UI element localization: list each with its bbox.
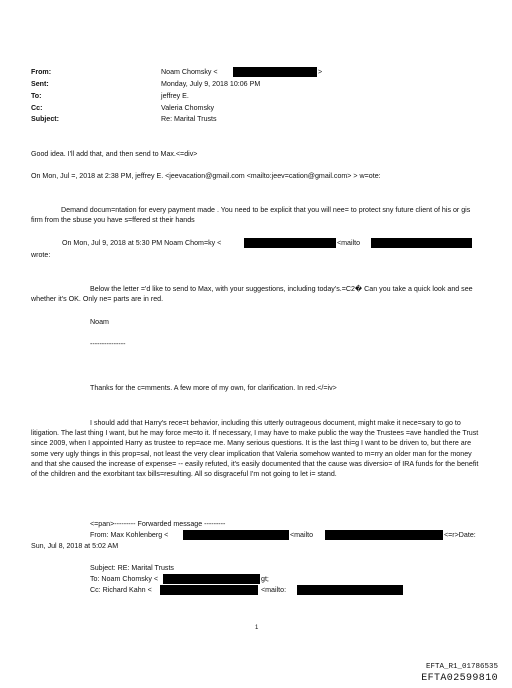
redaction-block (297, 585, 403, 595)
redaction-block (325, 530, 443, 540)
reply-line: Good idea. I'll add that, and then send to Max.<=div> (31, 150, 198, 158)
subject-label: Subject: (31, 115, 59, 123)
cc-value: Valeria Chomsky (161, 104, 215, 112)
forwarded-cc: Cc: Richard Kahn < (90, 586, 152, 594)
signature-noam: Noam (90, 318, 109, 326)
wrote-text: wrote: (31, 251, 51, 259)
mailto-text: <mailto (337, 239, 361, 247)
dash-separator: --------------- (90, 340, 126, 348)
from-tail: > (318, 68, 323, 76)
to-label: To: (31, 92, 42, 100)
letter-paragraph: Below the letter ='d like to send to Max, with your suggestions, including today's.=C2� Can you take a quick look and see whether it's OK. Only ne= parts are in red. (31, 285, 473, 304)
sent-value: Monday, July 9, 2018 10:06 PM (161, 80, 261, 88)
redaction-block (233, 67, 317, 77)
forwarded-divider: <=pan>--------- Forwarded message --------- (90, 520, 226, 528)
forwarded-date-tail: <=r>Date: (444, 531, 476, 539)
quoted-header-line: On Mon, Jul =, 2018 at 2:38 PM, jeffrey E. <jeevacation@gmail.com <mailto:jeev=cation@gmail.com> > w=ote: (31, 172, 381, 180)
litigation-paragraph: I should add that Harry's rece=t behavior, including this utterly outrageous document, might make it nece=sary to go to litigation. The last thing I want, but he may force me=to it. If necessary, I may have to make public the way the Trustees =ave handled the Trust since 2009, when I appointed Harry as trustee to rep=ace me. Many serious questions. It is the last thi=g I want to be driven to, but there are some very ugly things in this prop=sal, not least the very clear implication that Valeria somehow wanted to m=rry an older man for the money and that she caused the increase of expense= -- easily refuted, it's easily documented that the cause was diversio= of IRA funds for the benefit of the children and the exorbitant tax bills=resulting. All so disgraceful I'm not going to let i= stand. (31, 419, 479, 479)
forwarded-mailto: <mailto (290, 531, 314, 539)
redaction-block (244, 238, 336, 248)
to-value: jeffrey E. (161, 92, 189, 100)
forwarded-subject: Subject: RE: Marital Trusts (90, 564, 174, 572)
from-label: From: (31, 68, 52, 76)
page-number: 1 (255, 625, 259, 631)
forwarded-date: Sun, Jul 8, 2018 at 5:02 AM (31, 542, 119, 550)
forwarded-from: From: Max Kohlenberg < (90, 531, 169, 539)
footer-ref-2: EFTA02599810 (421, 673, 498, 684)
demand-paragraph: Demand docum=ntation for every payment made . You need to be explicit that you will nee= to protect sny future client of his or gis firm from the sbuse you have s=ffered st their hands (31, 206, 471, 225)
redaction-block (183, 530, 289, 540)
footer-ref-1: EFTA_R1_01786535 (425, 663, 498, 671)
redaction-block (163, 574, 260, 584)
forwarded-cc-mailto: <mailto: (261, 586, 287, 594)
forwarded-to-tail: gt; (261, 575, 269, 583)
from-value: Noam Chomsky < (161, 68, 218, 76)
subject-value: Re: Marital Trusts (161, 115, 217, 123)
quoted-header-line-2: On Mon, Jul 9, 2018 at 5:30 PM Noam Chom=ky < (62, 239, 222, 247)
forwarded-to: To: Noam Chomsky < (90, 575, 159, 583)
redaction-block (371, 238, 472, 248)
sent-label: Sent: (31, 80, 49, 88)
cc-label: Cc: (31, 104, 43, 112)
redaction-block (160, 585, 258, 595)
thanks-line: Thanks for the c=mments. A few more of my own, for clarification. In red.</=iv> (90, 384, 337, 392)
